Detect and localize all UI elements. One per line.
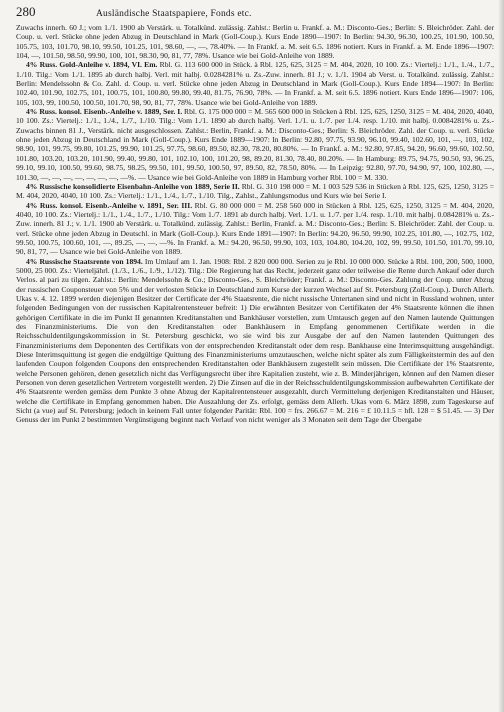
paragraph-text: Rbl. G. 310 198 000 = M. 1 003 529 536 in Stücken à Rbl. 125, 625, 1250, 3125 = M. 404, 2020, 4040, 10 100. Zs.: Viertelj.: 1./1., 1./4., 1./7., 1./10. Tilg., Zahlst., Zahlungsmodus und Kurs wie bei Serie I.: [16, 181, 494, 201]
paragraph-railway-loan-series-3: [16, 201, 494, 257]
body-text: [16, 23, 494, 425]
page-number: 280: [16, 4, 36, 19]
paragraph-continuation: [16, 23, 494, 60]
paragraph-heading: 4% Russische konsolidierte Eisenbahn-Anleihe von 1889, Serie II.: [26, 181, 240, 191]
paragraph-railway-loan-series-1: [16, 107, 494, 182]
paragraph-text: Zuwachs innerh. 60 J.; vom 1./1. 1900 ab Verstärk. u. Totalkünd. zulässig. Zahlst.: Berlin u. Frankf. a. M.: Disconto-Ges.; Berlin: S. Bleichröder. Zahl. der Coup. u. verl. Stücke ohne jeden Abzug in Deutschland in Mark (Goll-Coup.). Kurs Ende 1890—1907: In Berlin: 94.30, 96.30, 100.25, 101.90, 100.50, 105.75, 103, 101.70, 98.10, 99.50, 101.25, 101, 98.60, —, —, 78.40%. — In Frankf. a. M. seit 6.5. 1896 notiert. Kurs in Frankf. a. M. Ende 1896—1907: 104, —, 101.50, 98.50, 99.90, 100, 101, 98.30, 90, 81, 77, 78%. Usance wie bei Gold-Anleihe von 1889.: [16, 23, 494, 61]
paragraph-heading: 4% Russ. konsol. Eisenb.-Anleihe v. 1891, Ser. III.: [26, 200, 193, 210]
paragraph-heading: 4% Russ. Gold-Anleihe v. 1894, VI. Em.: [26, 60, 158, 70]
paragraph-text: Im Umlauf am 1. Jan. 1908: Rbl. 2 820 000 000. Serien zu je Rbl. 10 000 000. Stücke à Rbl. 100, 200, 500, 1000, 5000, 25 000. Zs.: Vierteljährl. (1./3., 1./6., 1./9., 1./12). Tilg.: Die Regierung hat das Recht, jederzeit ganz oder teilweise die Rente durch Ankauf oder durch Verlos. al pari zu tilgen. Zahlst.: Berlin: Mendelssohn & Co.; Disconto-Ges., S. Bleichröder; Frankf. a. M.: Disconto-Ges. Zahlung der Coup. unter Abzug der russischen Couponsteuer von 5% und der verlosten Stücke in Deutschland zum Kurse der kurzen Wechsel auf St. Petersburg (Zoll-Coup.). Durch Allerh. Ukas v. 4. 12. 1899 werden diejenigen Besitzer der Certificate der 4% Staatsrente, die nicht russische Untertanen sind und nicht in Russland wohnen, unter folgenden Bedingungen von der russischen Kapitalrentensteuer befreit: 1) Die erwähnten Besitzer von Certifikaten der 4% Staatsrente können die ihnen gehörigen Certifikate in die im Punkt II genannten Kreditanstalten und Bankhäuser vorstellen, zum Umtausch gegen auf den Namen lautende Quittungen des Finanzministeriums. Die von den Kreditanstalten oder Bankhäusern in Empfang genommenen Certifikate werden in die Reichsschuldentilgungskommission in St. Petersburg geschickt, wo sie wird bis zur Ausgabe der auf den Namen lautenden Quittungen des Finanzministeriums dem Deponenten des Certifikats von der entsprechenden Kreditanstalt oder dem resp. Bankhause eine Interimsquittung ausgehändigt. Diese Interimsquittung ist gegen die endgültige Quittung des Finanzministeriums umzutauschen, welche nicht später als zum Fälligkeitstermin des auf den laufenden Coupon folgenden Coupons den entsprechenden Kreditanstalten oder Bankhäusern zugestellt sein müssen. Die Certifikate der 1% Staatsrente, welche Personen gehören, denen gesetzlich nicht das Verfügungsrecht über ihre Kapitalien zusteht, wie z. B. Minderjährigen, können auf den Namen dieser Personen von deren gesetzlichen Vertretern vorgestellt werden. 2) Die Zinsen auf die in der Reichsschuldentilgungskommission aufbewahrten Certifikate der 4% Staatsrente werden gemäss dem Punkte 3 ohne Abzug der Kapitalrentensteuer ausgezahlt, durch Vermittelung derjenigen Kreditanstalten und Häuser, welche die Certifikate in Empfang genommen haben. Die Auszahlung der Zs. erfolgt, gemäss dem Allerh. Ukas vom 6. März 1898, zum Tageskurse auf Sicht (a vue) auf St. Petersburg; jedoch in keinem Fall unter folgender Parität: Rbl. 100 = frs. 266.67 = M. 216 = £ 10.11.5 = hfl. 128 = $ 51.45. — 3) Der Genuss der im Punkt 2 bestimmten Vergünstigung beginnt nach Verlauf von nicht weniger als 3 Monaten seit dem Tage der Übergabe: [16, 256, 494, 425]
running-title: Ausländische Staatspapiere, Fonds etc.: [96, 9, 252, 19]
paragraph-heading: 4% Russische Staatsrente von 1894.: [26, 256, 143, 266]
paragraph-state-rent-1894: [16, 257, 494, 425]
paragraph-text: Rbl. G. 175 000 000 = M. 565 600 000 in Stücken à Rbl. 125, 625, 1250, 3125 = M. 404, 2020, 4040, 10 100. Zs.: Viertelj.: 1./1., 1./4., 1./7., 1./10. Tilg.: Vom 1./1. 1890 ab durch halbj. Verl. 1./1. u. 1./7. per 1./4. resp. 1./10. mit halbj. 0.0084281% u. Zs.-Zuwachs binnen 81 J., Verstärk. nicht ausgeschlossen. Zahlst.: Berlin, Frankf. a. M.: Disconto-Ges.; Berlin: S. Bleichröder. Zahl. der Coup. u. verl. Stücke ohne jeden Abzug in Deutschland in Mark (Goll-Coup.). Kurs Ende 1889—1907: In Berlin: 92.80, 97.75, 93.90, 96.10, 99.40, 102.60, 101, —, 103, 102, 98.90, 101, 99.75, 99.80, 101.25, 99.90, 101.25, 97.75, 98.60, 89.50, 82.30, 78.20, 80.80%. — In Frankf. a. M.: 92.80, 97.85, 94.20, 96.60, 99.60, 102.50, 101.80, 103.20, 103.20, 101.90, 99.40, 99.80, 101, 102.10, 100, 101.20, 98, 89.20, 81.30, 78.40, 80.20%. — In Hamburg: 89.75, 94.75, 90.50, 93, 96.25, 99.10, 99.10, 100.50, 99.60, 98.75, 98.25, 99.50, 101, 99.50, 100.50, 97, 89.50, 82, 78.50, 80%. — In Leipzig: 92.80, 97.70, 94.90, 97, 100, 102.80, —, 101.30, —, —, —, —, —, —, —, —%. — Usance wie bei Gold-Anleihe von 1889 in Hamburg vorher Rbl. 100 = M. 330.: [16, 107, 494, 182]
paragraph-railway-loan-series-2: [16, 182, 494, 201]
paragraph-text: Rbl. G. 113 600 000 in Stück. à Rbl. 125, 625, 3125 = M. 404, 2020, 10 100. Zs.: Viertelj.: 1./1., 1./4., 1./7., 1./10. Tilg.: Vom 1./1. 1895 ab durch halbj. Verl. mit halbj. 0.0284281% u. Zs.-Zuw. innerh. 81 J.; v. 1./1. 1904 ab Verst. u. Totalkünd. zulässig. Zahlst.: Berlin: Mendelssohn & Co. Zahl. d. Coup. u. verl. Stücke ohne jeden Abzug in Deutschland in Mark (Goll-Coup.). Kurs Ende 1894—1907: In Berlin: 102.40, 101.90, 102.75, 101, 100.75, 101, 100.80, 99.80, 99.40, 81.75, 76.90, 78%. — In Frankf. a. M. seit 6.5. 1896 notiert. Kurs Ende 1896—1907: 106, 105, 103, 99, 100.50, 100.50, 101.70, 98, 90, 81, 77, 78%. Usance wie bei Gold-Anleihe von 1889.: [16, 60, 495, 107]
paragraph-heading: 4% Russ. konsol. Eisenb.-Anleihe v. 1889, Ser. I.: [26, 107, 183, 117]
page-header: [16, 4, 494, 20]
paragraph-gold-loan-1894: [16, 60, 494, 107]
scan-shadow-edge: [498, 0, 504, 712]
paragraph-text: Rbl. G. 80 000 000 = M. 258 560 000 in Stücken à Rbl. 125, 625, 1250, 3125 = M. 404, 2020, 4040, 10 100. Zs.: Viertelj.: 1./1., 1./4., 1./7., 1./10. Tilg.: Vom 1./7. 1891 ab durch halbj. Verl. 1./1. u. 1./7. per 1./4. resp. 1./10. mit halbj. 0.084281% u. Zs.-Zuw. innerh. 81 J.; v. 1./1. 1900 ab Verstärk. u. Totalkünd. zulässig. Zahlst.: Berlin, Frankf. a. M.: Disconto-Ges.; Berlin: S. Bleichröder. Zahl. der Coup. u. verl. Stücke ohne jeden Abzug in Deutschl. in Mark (Goll-Coup.). Kurs Ende 1891—1907: In Berlin: 94.20, 96.50, 99.90, 102.25, 101.80, —, 102.75, 102, 99.50, 100.75, 100.60, 101, —, 89.25, —, —, —%. In Frankf. a. M.: 94.20, 96.50, 99.90, 103, 103, 104.80, 104.20, 102, 99, 99.50, 101.50, 101.70, 99.10, 90, 81, 77, — Usance wie bei Gold-Anleihe von 1889.: [16, 200, 494, 257]
